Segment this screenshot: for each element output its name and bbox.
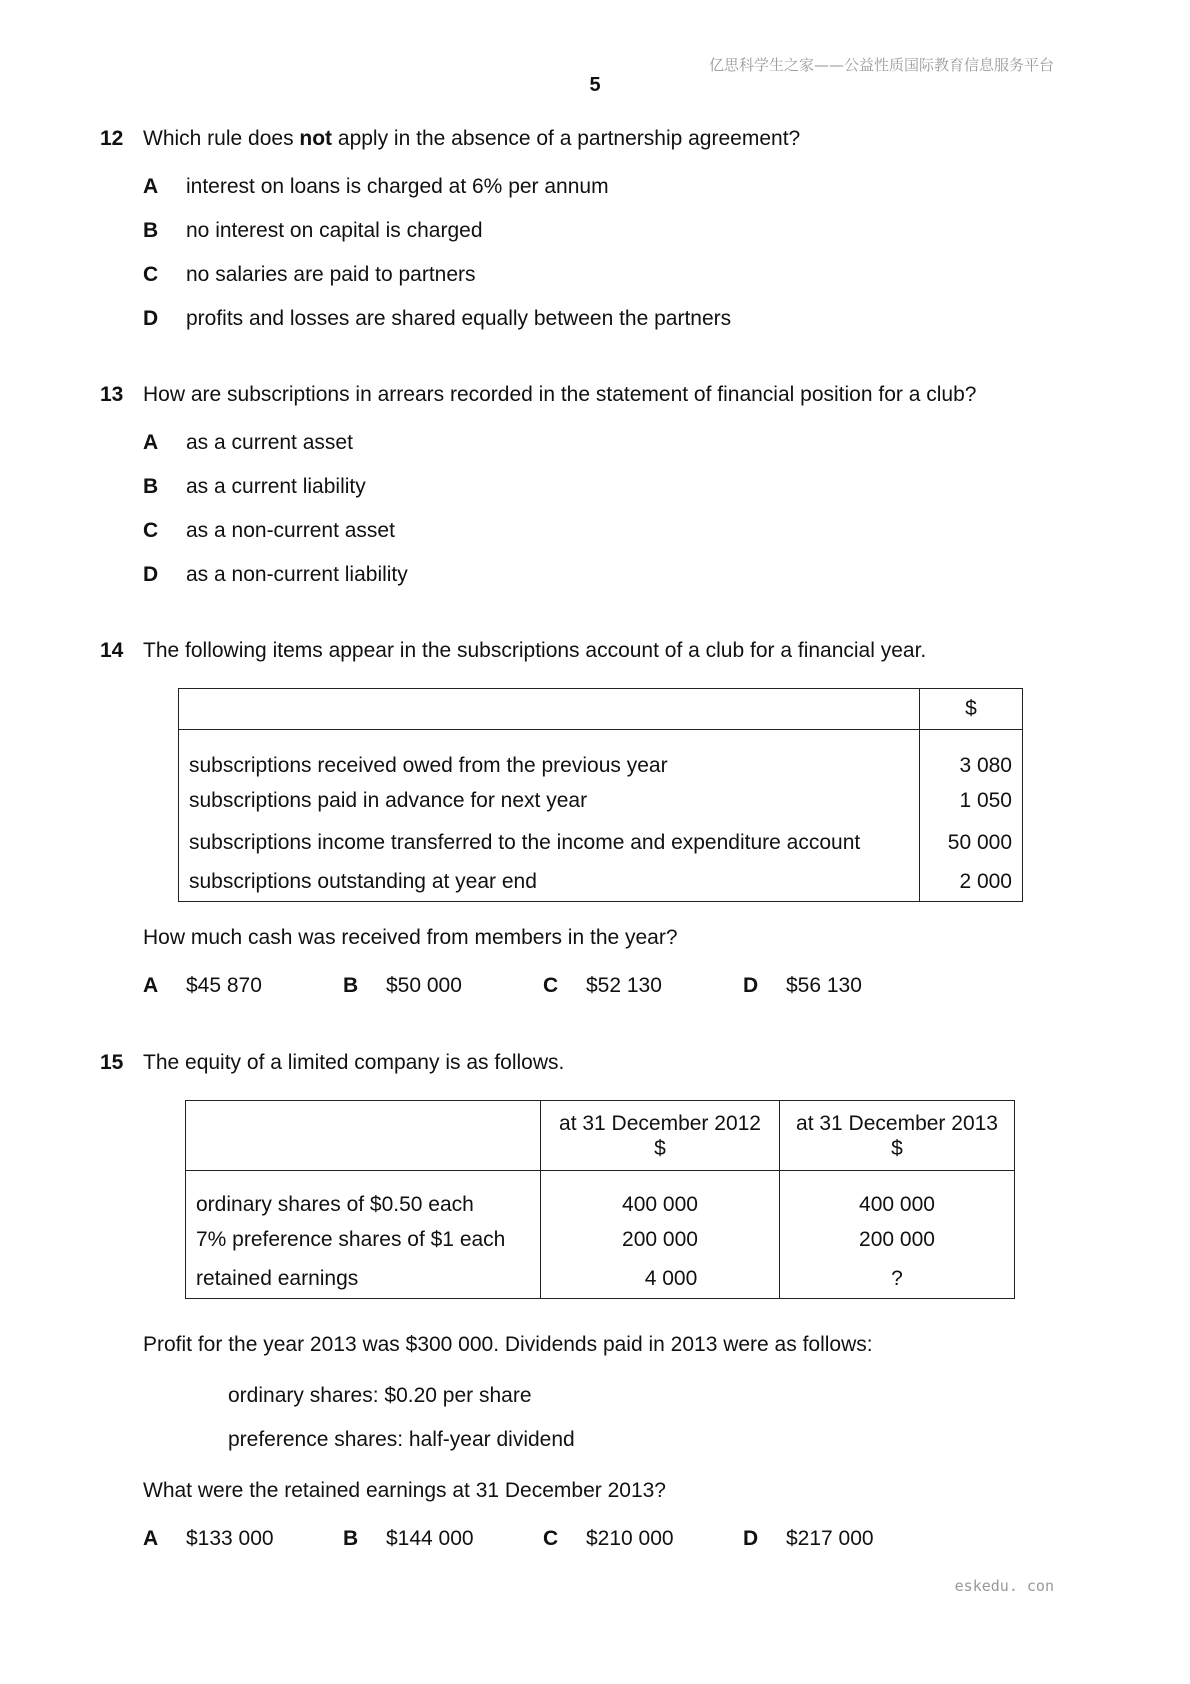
table-row [186, 1219, 1015, 1261]
answer-options-row [0, 973, 1190, 999]
question-15 [0, 1050, 1190, 1076]
table-cell: subscriptions income transferred to the income and expenditure account [179, 822, 920, 864]
table-header-row [186, 1101, 1015, 1171]
table-row [186, 1261, 1015, 1299]
option-text: $144 000 [386, 1527, 474, 1550]
option-letter: C [143, 519, 159, 542]
question-text: The following items appear in the subscriptions account of a club for a financial year. [143, 639, 927, 662]
option-text: $50 000 [386, 974, 462, 997]
column-unit: $ [654, 1136, 666, 1160]
question-text: How are subscriptions in arrears recorded in the statement of financial position for a club? [143, 383, 977, 406]
table-header-row [179, 689, 1023, 730]
option-letter: B [343, 974, 359, 997]
dividend-line: ordinary shares: $0.20 per share [228, 1384, 532, 1407]
option-letter: C [543, 1527, 559, 1550]
option-letter: A [143, 974, 159, 997]
question-number: 13 [100, 383, 124, 406]
question-text-emphasis: not [299, 127, 333, 150]
table-cell: 3 080 [920, 730, 1023, 780]
watermark-text: 亿思科学生之家——公益性质国际教育信息服务平台 [708, 56, 1054, 74]
option-text: as a non-current asset [186, 519, 395, 542]
option-text: $56 130 [786, 974, 862, 997]
table-header-cell [780, 1101, 1015, 1171]
table-cell: ? [780, 1261, 1015, 1299]
option-letter: B [343, 1527, 359, 1550]
option-letter: A [143, 1527, 159, 1550]
option-text: profits and losses are shared equally between the partners [186, 307, 732, 330]
table-row [186, 1171, 1015, 1219]
table-row [179, 730, 1023, 780]
table-cell: subscriptions received owed from the previous year [179, 730, 920, 780]
option-text: interest on loans is charged at 6% per annum [186, 175, 609, 198]
question-13 [0, 382, 1190, 408]
table-cell: 200 000 [541, 1219, 780, 1261]
question-number: 15 [100, 1051, 124, 1074]
table-row [179, 780, 1023, 822]
option-letter: D [743, 974, 759, 997]
page-number: 5 [589, 74, 601, 96]
option-text: as a non-current liability [186, 563, 408, 586]
question-text [143, 126, 800, 152]
option-letter: C [143, 263, 159, 286]
table-cell: 200 000 [780, 1219, 1015, 1261]
question-12 [0, 126, 1190, 152]
table-cell: subscriptions paid in advance for next year [179, 780, 920, 822]
option-letter: A [143, 175, 159, 198]
option-text: $133 000 [186, 1527, 274, 1550]
question-number: 14 [100, 639, 124, 662]
question-text-part: apply in the absence of a partnership agreement? [332, 127, 801, 150]
option-letter: D [743, 1527, 759, 1550]
table-row [179, 864, 1023, 902]
table-cell: 400 000 [780, 1171, 1015, 1219]
option-letter: D [143, 307, 159, 330]
option-text: $45 870 [186, 974, 262, 997]
dividend-line: preference shares: half-year dividend [228, 1428, 575, 1451]
option-text: $210 000 [586, 1527, 674, 1550]
answer-options-row [0, 1526, 1190, 1552]
profit-statement: Profit for the year 2013 was $300 000. Dividends paid in 2013 were as follows: [143, 1333, 873, 1356]
table-row [179, 822, 1023, 864]
subscriptions-table [178, 688, 1023, 902]
option-letter: A [143, 431, 159, 454]
option-text: no salaries are paid to partners [186, 263, 476, 286]
question-number: 12 [100, 127, 124, 150]
table-header-cell: $ [920, 689, 1023, 730]
column-unit: $ [891, 1136, 903, 1160]
question-prompt: How much cash was received from members in the year? [143, 926, 678, 949]
table-cell: retained earnings [186, 1261, 541, 1299]
table-header-cell [179, 689, 920, 730]
column-date: at 31 December 2013 [796, 1111, 998, 1135]
option-letter: C [543, 974, 559, 997]
table-cell: 50 000 [920, 822, 1023, 864]
option-text: no interest on capital is charged [186, 219, 483, 242]
option-text: as a current liability [186, 475, 366, 498]
option-text: $52 130 [586, 974, 662, 997]
option-letter: B [143, 219, 159, 242]
table-cell: 7% preference shares of $1 each [186, 1219, 541, 1261]
option-text: as a current asset [186, 431, 353, 454]
table-cell: ordinary shares of $0.50 each [186, 1171, 541, 1219]
table-cell: 1 050 [920, 780, 1023, 822]
option-letter: D [143, 563, 159, 586]
question-text: The equity of a limited company is as follows. [143, 1051, 565, 1074]
table-header-cell [186, 1101, 541, 1171]
table-cell: 4 000 [541, 1261, 780, 1299]
option-text: $217 000 [786, 1527, 874, 1550]
question-14 [0, 638, 1190, 664]
footer-site: eskedu. con [954, 1577, 1054, 1595]
option-letter: B [143, 475, 159, 498]
column-date: at 31 December 2012 [559, 1111, 761, 1135]
question-text-part: Which rule does [143, 127, 300, 150]
equity-table [185, 1100, 1015, 1299]
question-prompt: What were the retained earnings at 31 December 2013? [143, 1479, 666, 1502]
table-header-cell [541, 1101, 780, 1171]
table-cell: 400 000 [541, 1171, 780, 1219]
table-cell: subscriptions outstanding at year end [179, 864, 920, 902]
table-cell: 2 000 [920, 864, 1023, 902]
